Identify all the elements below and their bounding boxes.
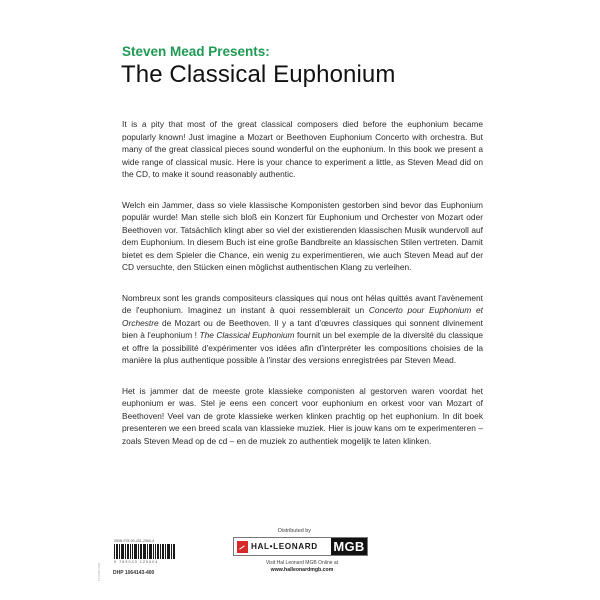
book-title: The Classical Euphonium [121,61,396,88]
french-text-part-3: fournit un bel exemple de la diversité du classique et offre la possibilité d'expérimenter vos idées afin d'interpréter les compositions choisies de la manière la plus authentique possible à l'instar des versions enregistrées par Steven Mead. [122,330,483,365]
distributed-by-label: Distributed by [278,528,311,534]
paragraph-french [122,292,483,367]
spine-code: DHP1064143 [97,563,101,582]
hal-leonard-mark-icon [237,541,248,553]
product-code: DHP 1064143-400 [113,570,155,576]
hal-leonard-wordmark: HAL•LEONARD [251,542,318,551]
french-text-part-1: Nombreux sont les grands compositeurs classiques qui nous ont hélas quittés avant l'avènement de l'euphonium. Imaginez un instant à quoi ressemblerait un [122,292,483,315]
barcode-block [114,539,176,564]
description-body [122,118,483,465]
hal-leonard-mgb-logo [233,537,368,556]
barcode-digits: 9 789043 125604 [114,560,159,564]
website-url: www.halleonardmgb.com [270,567,334,573]
french-italic-concerto: Concerto pour Euphonium et Orchestre [122,305,483,328]
visit-online-text: Visit Hal Leonard MGB Online at [265,560,339,566]
french-text-part-2: de Mozart ou de Beethoven. Il y a tant d'œuvres classiques qui sonnent divinement bien à l'euphonium ! [122,317,483,340]
mgb-wordmark: MGB [331,538,367,555]
isbn-text: ISBN 978-90-431-2560-4 [114,539,155,543]
paragraph-german: Welch ein Jammer, dass so viele klassische Komponisten gestorben sind bevor das Euphonium populär wurde! Man stelle sich bloß ein Konzert für Euphonium und Orchester von Mozart oder Beethoven vor. Tatsächlich klingt aber so viel der existierenden klassischen Musik wundervoll auf dem Euphonium. In diesem Buch ist eine große Bandbreite an klassischen Stilen vertreten. Damit bietet es dem Spieler die Chance, ein wenig zu experimentieren, wie auch Steven Mead auf der CD versuchte, den Stücken einen möglichst authentischen Klang zu verleihen. [122,199,483,272]
paragraph-english: It is a pity that most of the great classical composers died before the euphonium became popularly known! Just imagine a Mozart or Beethoven Euphonium Concerto with orchestra. But many of the great classical pieces sound wonderful on the euphonium. In this book we present a wide range of classical music. Here is your chance to experiment a little, as Steven Mead did on the CD, to make it sound reasonably authentic. [122,119,483,179]
paragraph-dutch: Het is jammer dat de meeste grote klassieke componisten al gestorven waren voordat het euphonium er was. Stel je eens een concert voor euphonium en orkest voor van Mozart of Beethoven! Veel van de grote klassieke werken klinken prachtig op het euphonium. In dit boek presenteren we een breed scala van klassieke muziek. Hier is jouw kans om te experimenteren – zoals Steven Mead op de cd – en de muziek zo authentiek mogelijk te laten klinken. [122,385,483,446]
hal-leonard-logo-part [234,538,331,555]
series-title: Steven Mead Presents: [122,44,270,59]
french-italic-title: The Classical Euphonium [199,330,295,340]
barcode-icon [114,544,176,559]
